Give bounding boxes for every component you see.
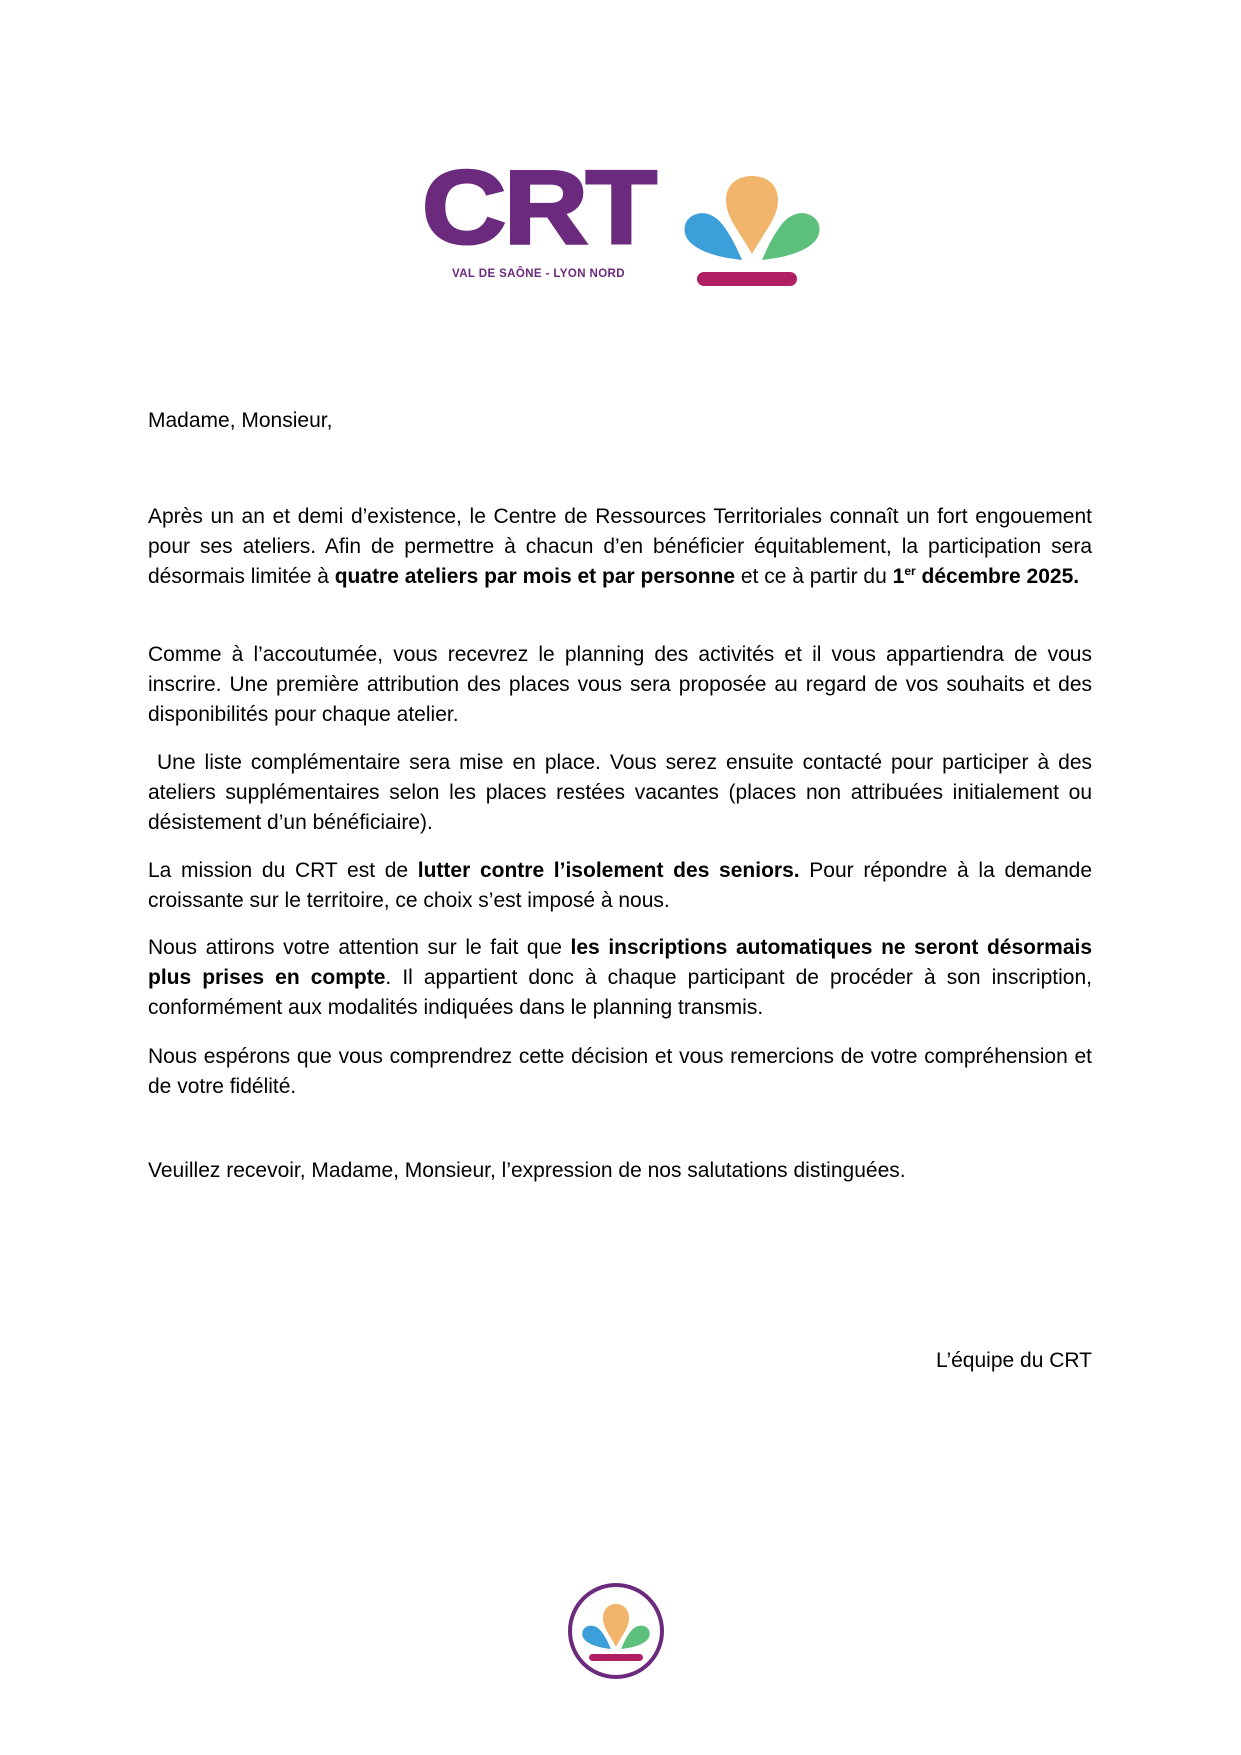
- bold-run: 1: [892, 565, 905, 588]
- text-run: Une liste complémentaire sera mise en place. Vous serez ensuite contacté pour participer à des ateliers supplémentaires selon les places restées vacantes (places non attribuées initialement ou désistement d’un bénéficiaire).: [148, 751, 1098, 834]
- paragraph-workshop-limit: [148, 502, 1092, 592]
- bold-run: quatre ateliers par mois et par personne: [334, 565, 736, 588]
- crt-logo: [418, 150, 828, 290]
- superscript-run: er: [904, 564, 916, 578]
- salutation: Madame, Monsieur,: [148, 409, 333, 432]
- logo-subtitle: VAL DE SAÔNE - LYON NORD: [452, 268, 625, 280]
- text-run: Comme à l’accoutumée, vous recevrez le planning des activités et il vous appartiendra de vous inscrire. Une première attribution des places vous sera proposée au regard de vos souhaits et des disponibilités pour chaque atelier.: [148, 643, 1092, 726]
- paragraph-automatic-registration: [148, 933, 1092, 1023]
- crt-drops-logo-icon: [680, 170, 825, 288]
- text-run: La mission du CRT est de: [148, 859, 418, 882]
- paragraph-mission: [148, 856, 1092, 916]
- paragraph-waiting-list: [148, 748, 1098, 838]
- paragraph-planning: [148, 640, 1092, 730]
- bold-run: lutter contre l’isolement des seniors.: [417, 859, 800, 882]
- bold-run: les inscriptions automatiques ne seront désormais plus prises en compte: [148, 936, 1093, 989]
- crt-circle-badge-icon: [566, 1581, 666, 1681]
- text-run: Nous attirons votre attention sur le fait que: [148, 936, 571, 959]
- text-run: Après un an et demi d’existence, le Centre de Ressources Territoriales connaît un fort engouement pour ses ateliers. Afin de permettre à chacun d’en bénéficier équitablement, la participation sera désormais limitée à: [148, 505, 1092, 588]
- logo-wordmark: CRT: [422, 150, 655, 266]
- text-run: Pour répondre à la demande croissante sur le territoire, ce choix s’est imposé à nous.: [148, 859, 1093, 912]
- text-run: Nous espérons que vous comprendrez cette décision et vous remercions de votre compréhension et de votre fidélité.: [148, 1045, 1092, 1098]
- closing-formula: Veuillez recevoir, Madame, Monsieur, l’expression de nos salutations distinguées.: [148, 1159, 906, 1182]
- paragraph-thanks: [148, 1042, 1092, 1102]
- text-run: . Il appartient donc à chaque participant de procéder à son inscription, conformément aux modalités indiquées dans le planning transmis.: [148, 966, 1092, 1019]
- signature: L’équipe du CRT: [935, 1349, 1092, 1372]
- text-run: et ce à partir du: [735, 565, 893, 588]
- bold-run: décembre 2025.: [915, 565, 1080, 588]
